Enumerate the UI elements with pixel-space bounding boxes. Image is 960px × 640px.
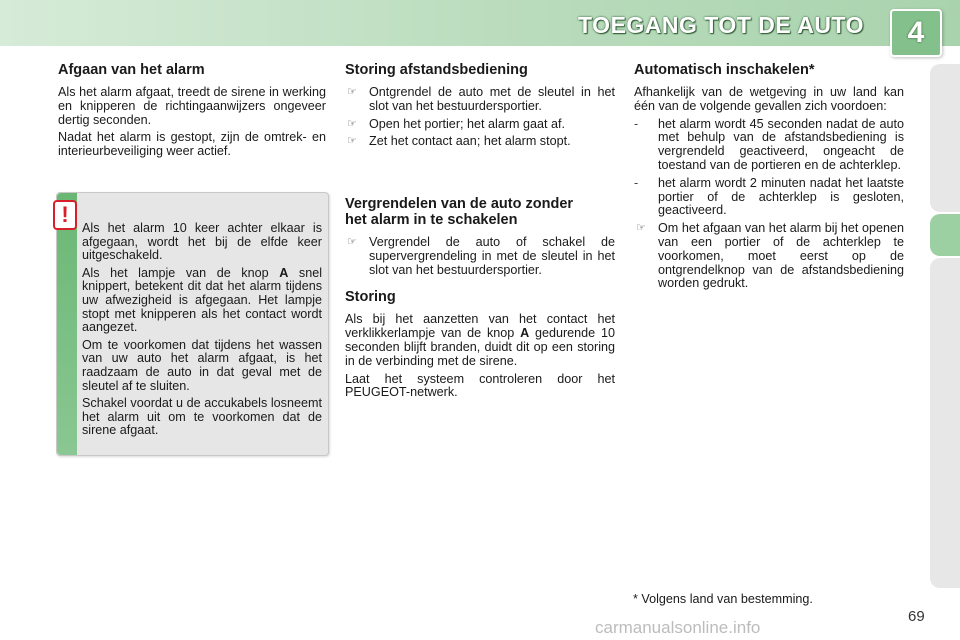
chapter-badge xyxy=(890,9,942,57)
section-heading-automatisch: Automatisch inschakelen* xyxy=(634,62,815,78)
dash-mark: - xyxy=(634,116,639,131)
warning-strip xyxy=(57,193,77,455)
hand-pointer-icon: ☞ xyxy=(636,222,646,235)
list-item-text: Open het portier; het alarm gaat af. xyxy=(369,116,566,131)
text-fragment: gedurende 10 seconden blijft branden, duidt dit op een storing in de verbinding met de sirene. xyxy=(345,326,615,368)
text-fragment: Als bij het aanzetten van het contact het verklikkerlampje van de knop xyxy=(345,312,615,341)
key-label: A xyxy=(520,326,530,341)
list-item-text: Om het afgaan van het alarm bij het openen van een portier of de achterklep te voorkomen, moet eerst op de ontgrendelknop van de afstandsbediening worden gedrukt. xyxy=(658,221,904,291)
watermark: carmanualsonline.info xyxy=(595,618,761,637)
warning-paragraph: Om te voorkomen dat tijdens het wassen van uw auto het alarm afgaat, is het raadzaam de auto in dat geval met de sleutel af te sluiten. xyxy=(82,337,322,393)
list-item-text: Zet het contact aan; het alarm stopt. xyxy=(369,134,571,149)
list-item xyxy=(634,177,904,218)
hand-pointer-icon: ☞ xyxy=(347,86,357,98)
footnote: * Volgens land van bestemming. xyxy=(633,592,813,606)
hand-pointer-icon: ☞ xyxy=(347,135,357,148)
dash-mark: - xyxy=(634,175,639,190)
list-item-text: Vergrendel de auto of schakel de supervergrendeling in met de sleutel in het slot van het bestuurdersportier. xyxy=(369,235,615,277)
hand-pointer-icon: ☞ xyxy=(347,117,357,130)
list-item xyxy=(345,135,615,149)
section-heading-storing: Storing xyxy=(345,289,396,306)
hand-pointer-icon: ☞ xyxy=(347,236,357,248)
warning-paragraph xyxy=(82,267,322,335)
column-right xyxy=(634,62,904,295)
list-item xyxy=(345,236,615,277)
key-label: A xyxy=(279,265,289,280)
section-heading-storing-afstandsbediening: Storing afstandsbediening xyxy=(345,62,528,78)
list-item xyxy=(634,222,904,291)
side-tab-lower xyxy=(930,258,960,588)
dash-list xyxy=(634,118,904,219)
chapter-number: 4 xyxy=(907,16,925,49)
page-title: TOEGANG TOT DE AUTO xyxy=(578,12,864,38)
bullet-list xyxy=(345,236,615,277)
paragraph: Afhankelijk van de wetgeving in uw land kan één van de volgende gevallen zich voordoen: xyxy=(634,85,904,113)
bullet-list xyxy=(345,86,615,149)
paragraph xyxy=(345,313,615,368)
list-item xyxy=(634,118,904,173)
list-item xyxy=(345,86,615,114)
list-item-text: het alarm wordt 45 seconden nadat de auto met behulp van de afstandsbediening is vergrendeld geactiveerd, ongeacht de toestand van de portieren en de achterklep. xyxy=(658,116,904,172)
list-item-text: Ontgrendel de auto met de sleutel in het slot van het bestuurdersportier. xyxy=(369,85,615,113)
text-fragment: snel knippert, betekent dit dat het alarm tijdens uw afwezigheid is afgegaan. Het lampje stopt met knipperen als het contact wordt aangezet. xyxy=(82,265,322,335)
column-middle xyxy=(345,62,615,153)
side-tab-active xyxy=(930,214,960,256)
paragraph: Laat het systeem controleren door het PEUGEOT-netwerk. xyxy=(345,371,615,400)
side-tab-upper xyxy=(930,64,960,212)
section-heading-vergrendelen: Vergrendelen van de auto zonder het alarm in te schakelen xyxy=(345,196,574,228)
warning-text xyxy=(82,222,322,442)
text-fragment: Als het lampje van de knop xyxy=(82,265,280,280)
list-item xyxy=(345,118,615,132)
page-number: 69 xyxy=(908,608,925,625)
warning-icon xyxy=(53,200,77,230)
warning-paragraph: Schakel voordat u de accukabels losneemt het alarm uit om te voorkomen dat de sirene afgaat. xyxy=(82,396,322,438)
paragraph: Nadat het alarm is gestopt, zijn de omtrek- en interieurbeveiliging weer actief. xyxy=(58,130,326,159)
section-heading-afgaan: Afgaan van het alarm xyxy=(58,62,205,78)
header-bar xyxy=(0,0,960,46)
list-item-text: het alarm wordt 2 minuten nadat het laatste portier of de achterklep is gesloten, geactiveerd. xyxy=(658,175,904,218)
column-middle-lower xyxy=(345,196,615,404)
warning-paragraph: Als het alarm 10 keer achter elkaar is afgegaan, wordt het bij de elfde keer uitgeschakeld. xyxy=(82,221,322,263)
paragraph: Als het alarm afgaat, treedt de sirene in werking en knipperen de richtingaanwijzers ongeveer dertig seconden. xyxy=(58,85,326,127)
bullet-list xyxy=(634,222,904,291)
exclamation-mark-icon: ! xyxy=(61,202,69,227)
column-left xyxy=(58,62,326,163)
